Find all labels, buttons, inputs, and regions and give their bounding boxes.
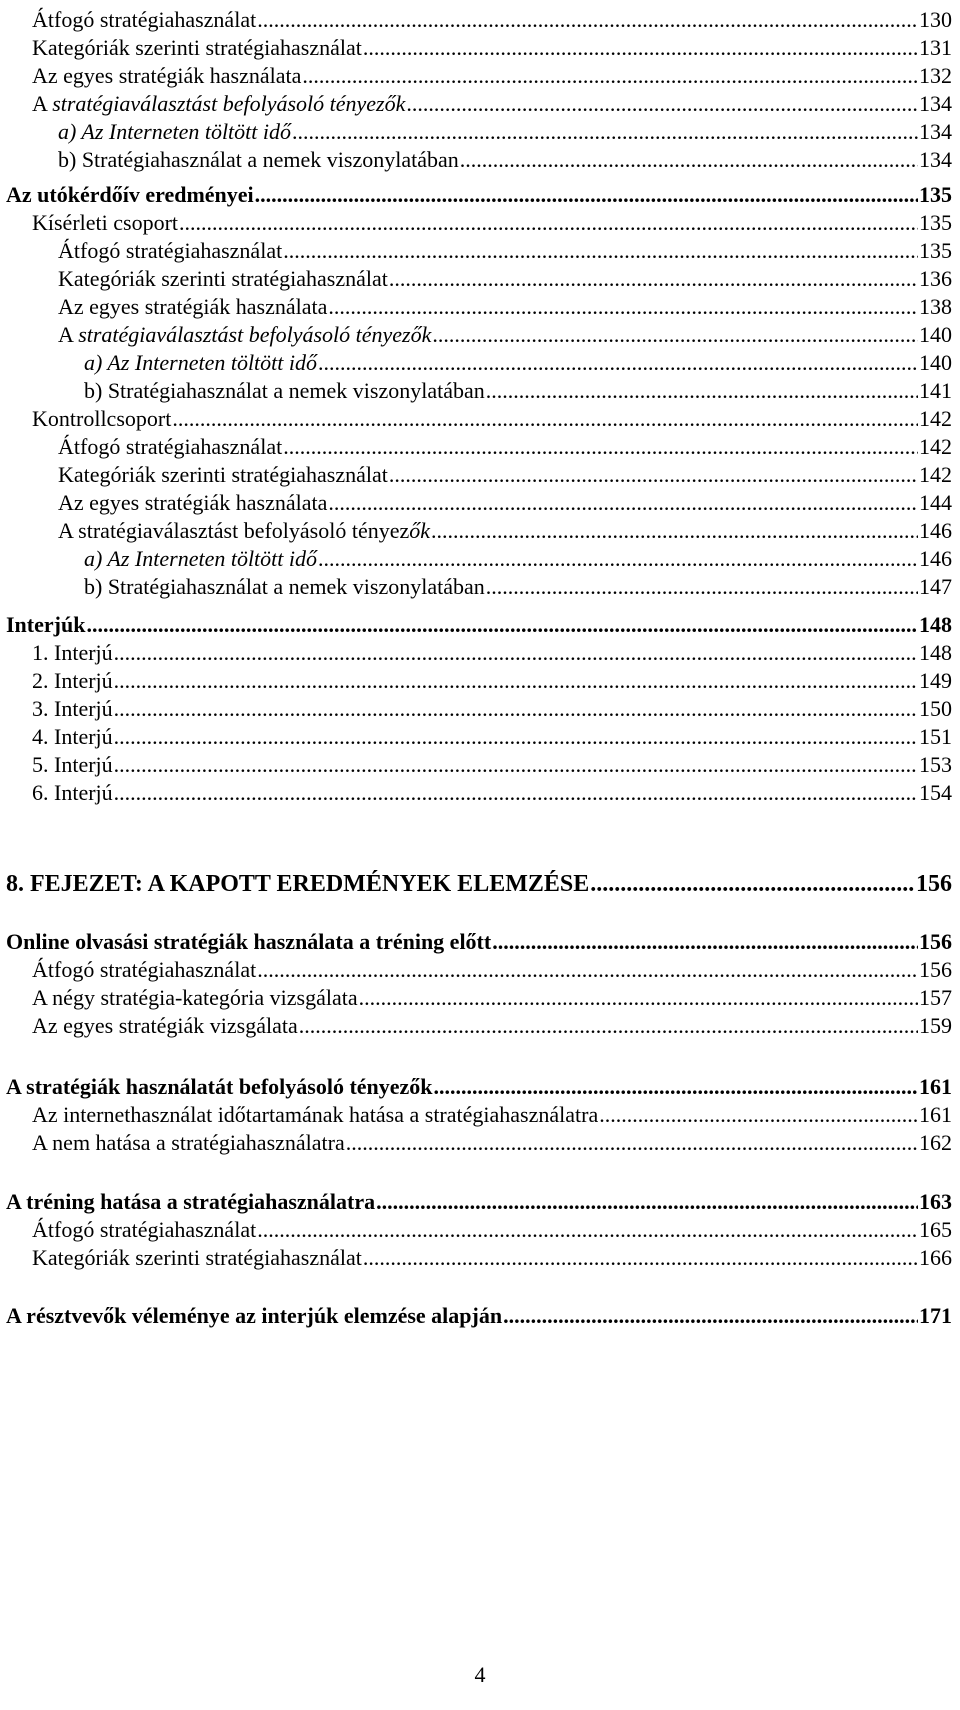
toc-entry-title (58, 265, 388, 293)
toc-entry-title-part: 2. Interjú (32, 668, 113, 693)
toc-entry-title (58, 237, 282, 265)
toc-entry-page: 134 (919, 147, 952, 172)
toc-entry-title-part: b) Stratégiahasználat a nemek viszonylatában (84, 378, 485, 403)
toc-entry-page: 171 (919, 1303, 952, 1328)
toc-entry-page: 156 (916, 871, 952, 897)
toc-entry-title-part: 6. Interjú (32, 780, 113, 805)
toc-entry-page: 148 (919, 612, 952, 637)
toc-entry-page: 142 (919, 406, 952, 431)
toc-entry[interactable] (0, 433, 960, 461)
toc-entry[interactable] (0, 34, 960, 62)
toc-entry[interactable] (0, 611, 960, 639)
toc-entry[interactable] (0, 293, 960, 321)
toc-entry-title-part: ők (409, 518, 431, 543)
toc-entry-title-part: Interjúk (6, 612, 86, 637)
toc-entry-title (58, 321, 431, 349)
toc-entry-title-part: a) Az Interneten töltött idő (58, 119, 292, 144)
dot-leader (432, 321, 918, 349)
toc-entry-page: 151 (919, 724, 952, 749)
dot-leader (299, 1012, 918, 1040)
toc-entry-page: 147 (919, 574, 952, 599)
toc-entry-title-part: Az utókérdőív eredményei (6, 182, 254, 207)
dot-leader (302, 62, 918, 90)
toc-entry-title (32, 62, 301, 90)
toc-entry-title-part: Átfogó stratégiahasználat (58, 238, 283, 263)
toc-entry-title (6, 1302, 502, 1330)
toc-entry-page: 140 (919, 322, 952, 347)
toc-entry[interactable] (0, 1216, 960, 1244)
toc-entry-title-part: 1. Interjú (32, 640, 113, 665)
toc-entry-title (32, 667, 113, 695)
toc-entry[interactable] (0, 751, 960, 779)
toc-entry[interactable] (0, 265, 960, 293)
toc-entry[interactable] (0, 870, 960, 898)
toc-entry-page: 148 (919, 640, 952, 665)
toc-entry-title-part: A stratégiák használatát befolyásoló tényezők (6, 1074, 433, 1099)
toc-entry-title-part: a) Az Interneten töltött idő (84, 546, 318, 571)
toc-entry-title (32, 1244, 362, 1272)
toc-entry-title-part: Kategóriák szerinti stratégiahasználat (58, 462, 388, 487)
dot-leader (431, 517, 918, 545)
toc-entry-title-part: A tréning hatása a stratégiahasználatra (6, 1189, 376, 1214)
toc-entry-title (32, 695, 113, 723)
toc-entry-title (32, 751, 113, 779)
toc-entry-page: 166 (919, 1245, 952, 1270)
toc-entry-page: 135 (919, 238, 952, 263)
toc-entry[interactable] (0, 237, 960, 265)
toc-entry[interactable] (0, 1302, 960, 1330)
toc-entry-title-part: 5. Interjú (32, 752, 113, 777)
toc-entry[interactable] (0, 1129, 960, 1157)
dot-leader (363, 1244, 918, 1272)
dot-leader (492, 928, 918, 956)
toc-entry-title (6, 1188, 375, 1216)
toc-entry-page: 144 (919, 490, 952, 515)
dot-leader (503, 1302, 918, 1330)
toc-entry-title-part: stratégiaválasztást befolyásoló tényezők (52, 91, 406, 116)
dot-leader (283, 433, 918, 461)
dot-leader (179, 209, 918, 237)
dot-leader (318, 349, 918, 377)
toc-entry-title-part: a) Az Interneten töltött idő (84, 350, 318, 375)
toc-entry[interactable] (0, 405, 960, 433)
dot-leader (363, 34, 918, 62)
toc-entry[interactable] (0, 209, 960, 237)
toc-entry-page: 138 (919, 294, 952, 319)
toc-entry-title (6, 1073, 433, 1101)
dot-leader (86, 611, 918, 639)
toc-entry-title-part: Átfogó stratégiahasználat (58, 434, 283, 459)
dot-leader (460, 146, 918, 174)
toc-entry-page: 142 (919, 434, 952, 459)
dot-leader (599, 1101, 918, 1129)
dot-leader (328, 293, 918, 321)
toc-entry[interactable] (0, 90, 960, 118)
toc-entry-title (84, 349, 317, 377)
toc-entry-page: 134 (919, 119, 952, 144)
toc-entry[interactable] (0, 181, 960, 209)
dot-leader (318, 545, 918, 573)
toc-entry[interactable] (0, 517, 960, 545)
toc-entry-title-part: A (58, 322, 79, 347)
dot-leader (257, 6, 918, 34)
toc-entry-title-part: Az egyes stratégiák használata (32, 63, 302, 88)
toc-entry-title (58, 293, 327, 321)
toc-entry[interactable] (0, 779, 960, 807)
toc-entry-title-part: A (32, 91, 53, 116)
toc-entry[interactable] (0, 62, 960, 90)
toc-entry-page: 161 (919, 1102, 952, 1127)
dot-leader (114, 723, 918, 751)
toc-entry-page: 140 (919, 350, 952, 375)
dot-leader (114, 751, 918, 779)
toc-entry[interactable] (0, 695, 960, 723)
dot-leader (376, 1188, 918, 1216)
toc-entry[interactable] (0, 321, 960, 349)
toc-entry-title-part: b) Stratégiahasználat a nemek viszonylatában (58, 147, 459, 172)
toc-entry-title-part: Kategóriák szerinti stratégiahasználat (58, 266, 388, 291)
toc-entry-title (58, 517, 430, 545)
toc-entry[interactable] (0, 1244, 960, 1272)
toc-entry-title (32, 209, 178, 237)
dot-leader (114, 639, 918, 667)
toc-entry[interactable] (0, 118, 960, 146)
toc-entry-title-part: Az egyes stratégiák használata (58, 490, 328, 515)
dot-leader (114, 667, 918, 695)
dot-leader (172, 405, 918, 433)
toc-entry-title (32, 956, 256, 984)
toc-entry-page: 132 (919, 63, 952, 88)
toc-entry[interactable] (0, 1073, 960, 1101)
dot-leader (257, 956, 918, 984)
dot-leader (292, 118, 918, 146)
toc-entry-page: 162 (919, 1130, 952, 1155)
toc-entry-page: 157 (919, 985, 952, 1010)
toc-entry-title-part: 4. Interjú (32, 724, 113, 749)
toc-entry[interactable] (0, 723, 960, 751)
toc-entry-page: 146 (919, 518, 952, 543)
dot-leader (114, 695, 918, 723)
toc-entry-title (6, 870, 589, 898)
toc-entry-page: 131 (919, 35, 952, 60)
toc-entry-page: 156 (919, 929, 952, 954)
toc-entry-page: 159 (919, 1013, 952, 1038)
toc-entry-page: 130 (919, 7, 952, 32)
toc-entry[interactable] (0, 573, 960, 601)
dot-leader (486, 573, 918, 601)
toc-entry[interactable] (0, 377, 960, 405)
toc-entry-title (32, 1216, 256, 1244)
toc-entry-title (32, 779, 113, 807)
toc-entry-title-part: Kontrollcsoport (32, 406, 172, 431)
toc-entry[interactable] (0, 928, 960, 956)
toc-entry-title (58, 118, 291, 146)
toc-entry-title-part: Online olvasási stratégiák használata a tréning előtt (6, 929, 492, 954)
toc-entry-title (84, 573, 485, 601)
toc-entry-title-part: 3. Interjú (32, 696, 113, 721)
toc-entry-page: 153 (919, 752, 952, 777)
toc-entry-title (58, 433, 282, 461)
toc-entry-page: 135 (919, 182, 952, 207)
toc-entry-title (32, 1012, 298, 1040)
toc-entry[interactable] (0, 349, 960, 377)
toc-entry-page: 165 (919, 1217, 952, 1242)
toc-entry-title (58, 146, 459, 174)
toc-entry[interactable] (0, 461, 960, 489)
dot-leader (257, 1216, 918, 1244)
toc-entry-page: 146 (919, 546, 952, 571)
toc-entry-title (84, 377, 485, 405)
toc-entry[interactable] (0, 1188, 960, 1216)
toc-entry-title-part: 8. FEJEZET: A KAPOTT EREDMÉNYEK ELEMZÉSE (6, 871, 590, 897)
toc-entry-title (32, 1129, 345, 1157)
toc-entry-title (32, 6, 256, 34)
toc-entry-title (32, 1101, 598, 1129)
toc-entry-title-part: Átfogó stratégiahasználat (32, 1217, 257, 1242)
toc-entry[interactable] (0, 984, 960, 1012)
dot-leader (283, 237, 918, 265)
toc-entry[interactable] (0, 6, 960, 34)
toc-entry-title (84, 545, 317, 573)
toc-entry-title-part: A négy stratégia-kategória vizsgálata (32, 985, 358, 1010)
toc-entry-title-part: stratégiaválasztást befolyásoló tényezők (78, 322, 432, 347)
toc-entry-title (32, 984, 358, 1012)
toc-entry-title (32, 639, 113, 667)
toc-entry[interactable] (0, 146, 960, 174)
toc-entry-page: 161 (919, 1074, 952, 1099)
toc-entry-title-part: Az internethasználat időtartamának hatása a stratégiahasználatra (32, 1102, 599, 1127)
toc-entry-title-part: Az egyes stratégiák vizsgálata (32, 1013, 298, 1038)
toc-entry-page: 150 (919, 696, 952, 721)
toc-entry[interactable] (0, 956, 960, 984)
toc-entry-title (58, 489, 327, 517)
toc-entry-title (32, 723, 113, 751)
dot-leader (389, 461, 918, 489)
toc-entry-title-part: A résztvevők véleménye az interjúk elemzése alapján (6, 1303, 503, 1328)
dot-leader (359, 984, 918, 1012)
page-number: 4 (474, 1662, 486, 1687)
dot-leader (255, 181, 918, 209)
toc-entry-page: 136 (919, 266, 952, 291)
toc-entry-page: 141 (919, 378, 952, 403)
toc-entry-page: 142 (919, 462, 952, 487)
toc-entry-title-part: Kategóriák szerinti stratégiahasználat (32, 1245, 362, 1270)
toc-entry[interactable] (0, 1012, 960, 1040)
toc-entry-title-part: Kategóriák szerinti stratégiahasználat (32, 35, 362, 60)
toc-entry-page: 149 (919, 668, 952, 693)
dot-leader (486, 377, 918, 405)
toc-entry-page: 163 (919, 1189, 952, 1214)
toc-entry-title (32, 405, 171, 433)
toc-entry-title-part: A nem hatása a stratégiahasználatra (32, 1130, 345, 1155)
dot-leader (346, 1129, 918, 1157)
toc-entry-title-part: Átfogó stratégiahasználat (32, 957, 257, 982)
toc-entry[interactable] (0, 667, 960, 695)
toc-entry-page: 135 (919, 210, 952, 235)
toc-entry-title (58, 461, 388, 489)
toc-entry-title (6, 611, 85, 639)
dot-leader (114, 779, 918, 807)
toc-entry-title (32, 90, 405, 118)
toc-entry-title (32, 34, 362, 62)
toc-entry[interactable] (0, 639, 960, 667)
toc-entry-page: 134 (919, 91, 952, 116)
toc-entry-title-part: Átfogó stratégiahasználat (32, 7, 257, 32)
toc-entry-title-part: A stratégiaválasztást befolyásoló tényez (58, 518, 410, 543)
toc-entry-page: 156 (919, 957, 952, 982)
dot-leader (406, 90, 918, 118)
dot-leader (389, 265, 918, 293)
toc-entry[interactable] (0, 545, 960, 573)
toc-entry-page: 154 (919, 780, 952, 805)
toc-entry-title-part: b) Stratégiahasználat a nemek viszonylatában (84, 574, 485, 599)
toc-entry-title-part: Az egyes stratégiák használata (58, 294, 328, 319)
toc-entry[interactable] (0, 1101, 960, 1129)
toc-entry-title (6, 181, 254, 209)
toc-entry-title-part: Kísérleti csoport (32, 210, 179, 235)
toc-entry[interactable] (0, 489, 960, 517)
dot-leader (590, 870, 915, 898)
dot-leader (434, 1073, 918, 1101)
toc-entry-title (6, 928, 491, 956)
dot-leader (328, 489, 918, 517)
